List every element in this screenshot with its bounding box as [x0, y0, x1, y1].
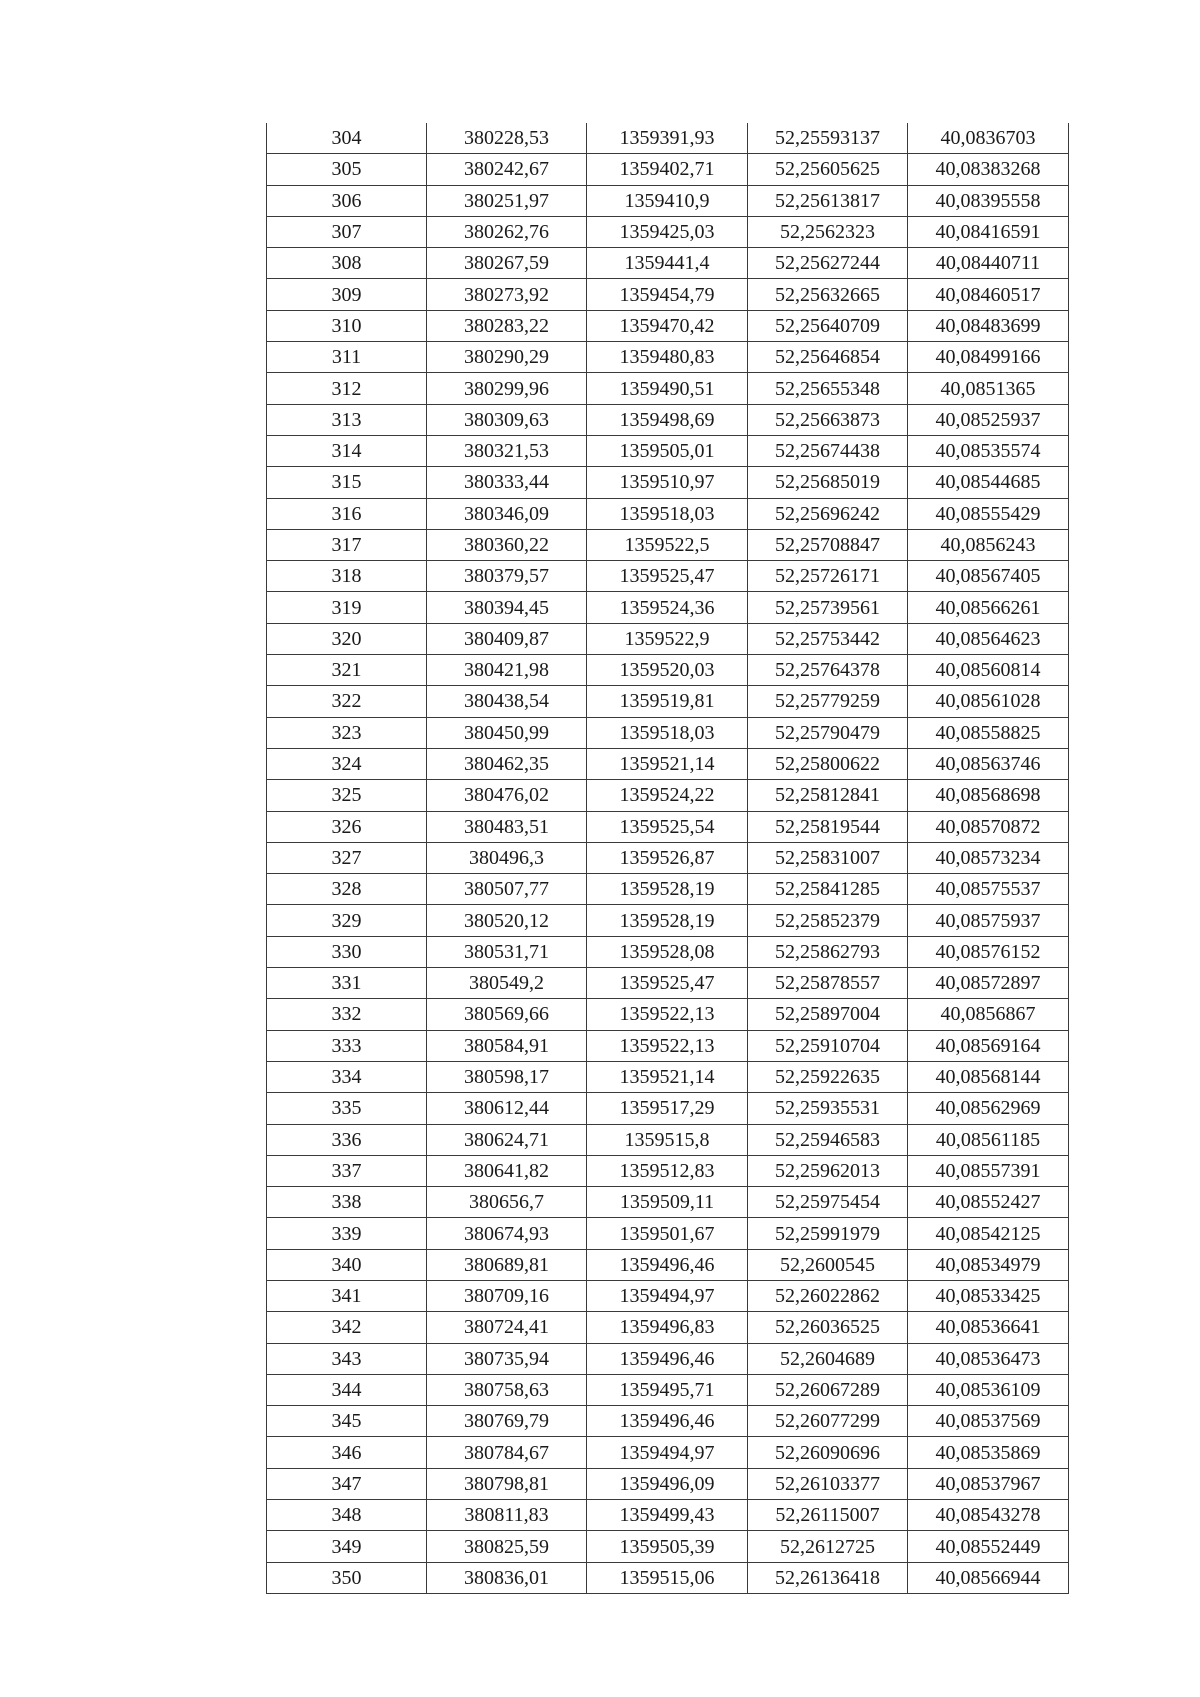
- x-coordinate-cell: 380569,66: [427, 999, 587, 1030]
- latitude-cell: 52,25726171: [748, 561, 908, 592]
- longitude-cell: 40,08533425: [908, 1280, 1069, 1311]
- latitude-cell: 52,25739561: [748, 592, 908, 623]
- latitude-cell: 52,25685019: [748, 467, 908, 498]
- x-coordinate-cell: 380758,63: [427, 1374, 587, 1405]
- x-coordinate-cell: 380612,44: [427, 1093, 587, 1124]
- table-row: [267, 498, 1069, 529]
- y-coordinate-cell: 1359391,93: [587, 123, 748, 154]
- table-row: [267, 655, 1069, 686]
- longitude-cell: 40,08555429: [908, 498, 1069, 529]
- point-number-cell: 322: [267, 686, 427, 717]
- y-coordinate-cell: 1359517,29: [587, 1093, 748, 1124]
- longitude-cell: 40,08558825: [908, 717, 1069, 748]
- point-number-cell: 321: [267, 655, 427, 686]
- point-number-cell: 337: [267, 1155, 427, 1186]
- table-row: [267, 1562, 1069, 1593]
- table-row: [267, 999, 1069, 1030]
- latitude-cell: 52,25674438: [748, 435, 908, 466]
- latitude-cell: 52,25790479: [748, 717, 908, 748]
- latitude-cell: 52,25841285: [748, 874, 908, 905]
- table-row: [267, 623, 1069, 654]
- y-coordinate-cell: 1359425,03: [587, 216, 748, 247]
- longitude-cell: 40,08536109: [908, 1374, 1069, 1405]
- x-coordinate-cell: 380709,16: [427, 1280, 587, 1311]
- latitude-cell: 52,2562323: [748, 216, 908, 247]
- table-row: [267, 1249, 1069, 1280]
- point-number-cell: 334: [267, 1061, 427, 1092]
- x-coordinate-cell: 380333,44: [427, 467, 587, 498]
- table-row: [267, 717, 1069, 748]
- point-number-cell: 308: [267, 248, 427, 279]
- table-row: [267, 1218, 1069, 1249]
- y-coordinate-cell: 1359520,03: [587, 655, 748, 686]
- point-number-cell: 328: [267, 874, 427, 905]
- longitude-cell: 40,08568144: [908, 1061, 1069, 1092]
- coordinates-table-body: [267, 123, 1069, 1593]
- x-coordinate-cell: 380724,41: [427, 1312, 587, 1343]
- longitude-cell: 40,08440711: [908, 248, 1069, 279]
- point-number-cell: 314: [267, 435, 427, 466]
- y-coordinate-cell: 1359519,81: [587, 686, 748, 717]
- latitude-cell: 52,25910704: [748, 1030, 908, 1061]
- longitude-cell: 40,08537569: [908, 1406, 1069, 1437]
- point-number-cell: 331: [267, 968, 427, 999]
- x-coordinate-cell: 380421,98: [427, 655, 587, 686]
- y-coordinate-cell: 1359521,14: [587, 748, 748, 779]
- y-coordinate-cell: 1359498,69: [587, 404, 748, 435]
- table-row: [267, 936, 1069, 967]
- longitude-cell: 40,08542125: [908, 1218, 1069, 1249]
- point-number-cell: 312: [267, 373, 427, 404]
- x-coordinate-cell: 380496,3: [427, 842, 587, 873]
- x-coordinate-cell: 380656,7: [427, 1187, 587, 1218]
- x-coordinate-cell: 380262,76: [427, 216, 587, 247]
- point-number-cell: 307: [267, 216, 427, 247]
- latitude-cell: 52,26036525: [748, 1312, 908, 1343]
- point-number-cell: 319: [267, 592, 427, 623]
- point-number-cell: 323: [267, 717, 427, 748]
- longitude-cell: 40,08568698: [908, 780, 1069, 811]
- point-number-cell: 305: [267, 154, 427, 185]
- latitude-cell: 52,25593137: [748, 123, 908, 154]
- latitude-cell: 52,2604689: [748, 1343, 908, 1374]
- latitude-cell: 52,25975454: [748, 1187, 908, 1218]
- table-row: [267, 1030, 1069, 1061]
- latitude-cell: 52,25655348: [748, 373, 908, 404]
- table-row: [267, 185, 1069, 216]
- y-coordinate-cell: 1359494,97: [587, 1280, 748, 1311]
- table-row: [267, 561, 1069, 592]
- y-coordinate-cell: 1359521,14: [587, 1061, 748, 1092]
- x-coordinate-cell: 380549,2: [427, 968, 587, 999]
- table-row: [267, 154, 1069, 185]
- table-row: [267, 1500, 1069, 1531]
- point-number-cell: 339: [267, 1218, 427, 1249]
- table-row: [267, 279, 1069, 310]
- x-coordinate-cell: 380299,96: [427, 373, 587, 404]
- x-coordinate-cell: 380242,67: [427, 154, 587, 185]
- latitude-cell: 52,25696242: [748, 498, 908, 529]
- point-number-cell: 333: [267, 1030, 427, 1061]
- y-coordinate-cell: 1359499,43: [587, 1500, 748, 1531]
- y-coordinate-cell: 1359528,08: [587, 936, 748, 967]
- x-coordinate-cell: 380394,45: [427, 592, 587, 623]
- x-coordinate-cell: 380836,01: [427, 1562, 587, 1593]
- y-coordinate-cell: 1359524,22: [587, 780, 748, 811]
- longitude-cell: 40,08416591: [908, 216, 1069, 247]
- point-number-cell: 342: [267, 1312, 427, 1343]
- latitude-cell: 52,26077299: [748, 1406, 908, 1437]
- point-number-cell: 316: [267, 498, 427, 529]
- point-number-cell: 332: [267, 999, 427, 1030]
- longitude-cell: 40,08573234: [908, 842, 1069, 873]
- latitude-cell: 52,25764378: [748, 655, 908, 686]
- point-number-cell: 326: [267, 811, 427, 842]
- y-coordinate-cell: 1359525,47: [587, 561, 748, 592]
- table-row: [267, 404, 1069, 435]
- x-coordinate-cell: 380346,09: [427, 498, 587, 529]
- x-coordinate-cell: 380811,83: [427, 1500, 587, 1531]
- x-coordinate-cell: 380798,81: [427, 1468, 587, 1499]
- x-coordinate-cell: 380290,29: [427, 342, 587, 373]
- x-coordinate-cell: 380438,54: [427, 686, 587, 717]
- x-coordinate-cell: 380674,93: [427, 1218, 587, 1249]
- point-number-cell: 350: [267, 1562, 427, 1593]
- longitude-cell: 40,08569164: [908, 1030, 1069, 1061]
- x-coordinate-cell: 380251,97: [427, 185, 587, 216]
- y-coordinate-cell: 1359496,46: [587, 1406, 748, 1437]
- x-coordinate-cell: 380531,71: [427, 936, 587, 967]
- x-coordinate-cell: 380507,77: [427, 874, 587, 905]
- longitude-cell: 40,0856243: [908, 529, 1069, 560]
- point-number-cell: 315: [267, 467, 427, 498]
- point-number-cell: 317: [267, 529, 427, 560]
- latitude-cell: 52,26067289: [748, 1374, 908, 1405]
- y-coordinate-cell: 1359522,13: [587, 1030, 748, 1061]
- x-coordinate-cell: 380624,71: [427, 1124, 587, 1155]
- y-coordinate-cell: 1359501,67: [587, 1218, 748, 1249]
- y-coordinate-cell: 1359515,06: [587, 1562, 748, 1593]
- longitude-cell: 40,08543278: [908, 1500, 1069, 1531]
- y-coordinate-cell: 1359509,11: [587, 1187, 748, 1218]
- table-row: [267, 1155, 1069, 1186]
- longitude-cell: 40,0836703: [908, 123, 1069, 154]
- latitude-cell: 52,25962013: [748, 1155, 908, 1186]
- point-number-cell: 344: [267, 1374, 427, 1405]
- point-number-cell: 313: [267, 404, 427, 435]
- point-number-cell: 348: [267, 1500, 427, 1531]
- table-row: [267, 592, 1069, 623]
- x-coordinate-cell: 380267,59: [427, 248, 587, 279]
- y-coordinate-cell: 1359528,19: [587, 874, 748, 905]
- x-coordinate-cell: 380476,02: [427, 780, 587, 811]
- table-row: [267, 1374, 1069, 1405]
- point-number-cell: 310: [267, 310, 427, 341]
- table-row: [267, 905, 1069, 936]
- latitude-cell: 52,25708847: [748, 529, 908, 560]
- y-coordinate-cell: 1359518,03: [587, 498, 748, 529]
- y-coordinate-cell: 1359454,79: [587, 279, 748, 310]
- longitude-cell: 40,08575537: [908, 874, 1069, 905]
- longitude-cell: 40,08499166: [908, 342, 1069, 373]
- point-number-cell: 349: [267, 1531, 427, 1562]
- longitude-cell: 40,08561185: [908, 1124, 1069, 1155]
- table-row: [267, 1187, 1069, 1218]
- x-coordinate-cell: 380784,67: [427, 1437, 587, 1468]
- latitude-cell: 52,25878557: [748, 968, 908, 999]
- latitude-cell: 52,26090696: [748, 1437, 908, 1468]
- longitude-cell: 40,08567405: [908, 561, 1069, 592]
- x-coordinate-cell: 380283,22: [427, 310, 587, 341]
- longitude-cell: 40,08383268: [908, 154, 1069, 185]
- longitude-cell: 40,08564623: [908, 623, 1069, 654]
- latitude-cell: 52,25627244: [748, 248, 908, 279]
- table-row: [267, 123, 1069, 154]
- longitude-cell: 40,08572897: [908, 968, 1069, 999]
- x-coordinate-cell: 380450,99: [427, 717, 587, 748]
- point-number-cell: 343: [267, 1343, 427, 1374]
- y-coordinate-cell: 1359441,4: [587, 248, 748, 279]
- x-coordinate-cell: 380379,57: [427, 561, 587, 592]
- longitude-cell: 40,08563746: [908, 748, 1069, 779]
- latitude-cell: 52,25935531: [748, 1093, 908, 1124]
- latitude-cell: 52,25640709: [748, 310, 908, 341]
- y-coordinate-cell: 1359510,97: [587, 467, 748, 498]
- longitude-cell: 40,08561028: [908, 686, 1069, 717]
- point-number-cell: 330: [267, 936, 427, 967]
- latitude-cell: 52,25812841: [748, 780, 908, 811]
- y-coordinate-cell: 1359525,47: [587, 968, 748, 999]
- y-coordinate-cell: 1359528,19: [587, 905, 748, 936]
- latitude-cell: 52,25819544: [748, 811, 908, 842]
- x-coordinate-cell: 380483,51: [427, 811, 587, 842]
- point-number-cell: 341: [267, 1280, 427, 1311]
- latitude-cell: 52,25897004: [748, 999, 908, 1030]
- point-number-cell: 336: [267, 1124, 427, 1155]
- point-number-cell: 304: [267, 123, 427, 154]
- point-number-cell: 345: [267, 1406, 427, 1437]
- y-coordinate-cell: 1359518,03: [587, 717, 748, 748]
- latitude-cell: 52,25632665: [748, 279, 908, 310]
- y-coordinate-cell: 1359496,46: [587, 1249, 748, 1280]
- longitude-cell: 40,08395558: [908, 185, 1069, 216]
- latitude-cell: 52,25753442: [748, 623, 908, 654]
- point-number-cell: 320: [267, 623, 427, 654]
- y-coordinate-cell: 1359410,9: [587, 185, 748, 216]
- longitude-cell: 40,08570872: [908, 811, 1069, 842]
- point-number-cell: 324: [267, 748, 427, 779]
- y-coordinate-cell: 1359505,39: [587, 1531, 748, 1562]
- table-row: [267, 1312, 1069, 1343]
- longitude-cell: 40,08535574: [908, 435, 1069, 466]
- y-coordinate-cell: 1359505,01: [587, 435, 748, 466]
- longitude-cell: 40,08576152: [908, 936, 1069, 967]
- point-number-cell: 340: [267, 1249, 427, 1280]
- longitude-cell: 40,08534979: [908, 1249, 1069, 1280]
- point-number-cell: 346: [267, 1437, 427, 1468]
- longitude-cell: 40,08536473: [908, 1343, 1069, 1374]
- table-row: [267, 842, 1069, 873]
- table-row: [267, 874, 1069, 905]
- latitude-cell: 52,26115007: [748, 1500, 908, 1531]
- latitude-cell: 52,25862793: [748, 936, 908, 967]
- longitude-cell: 40,0856867: [908, 999, 1069, 1030]
- longitude-cell: 40,08557391: [908, 1155, 1069, 1186]
- longitude-cell: 40,08460517: [908, 279, 1069, 310]
- longitude-cell: 40,08552449: [908, 1531, 1069, 1562]
- x-coordinate-cell: 380409,87: [427, 623, 587, 654]
- x-coordinate-cell: 380584,91: [427, 1030, 587, 1061]
- point-number-cell: 325: [267, 780, 427, 811]
- x-coordinate-cell: 380273,92: [427, 279, 587, 310]
- longitude-cell: 40,08536641: [908, 1312, 1069, 1343]
- table-row: [267, 529, 1069, 560]
- longitude-cell: 40,08535869: [908, 1437, 1069, 1468]
- y-coordinate-cell: 1359495,71: [587, 1374, 748, 1405]
- x-coordinate-cell: 380641,82: [427, 1155, 587, 1186]
- latitude-cell: 52,25613817: [748, 185, 908, 216]
- y-coordinate-cell: 1359480,83: [587, 342, 748, 373]
- table-row: [267, 467, 1069, 498]
- x-coordinate-cell: 380689,81: [427, 1249, 587, 1280]
- x-coordinate-cell: 380462,35: [427, 748, 587, 779]
- longitude-cell: 40,08544685: [908, 467, 1069, 498]
- latitude-cell: 52,2612725: [748, 1531, 908, 1562]
- table-row: [267, 373, 1069, 404]
- point-number-cell: 329: [267, 905, 427, 936]
- longitude-cell: 40,08562969: [908, 1093, 1069, 1124]
- point-number-cell: 327: [267, 842, 427, 873]
- table-row: [267, 1280, 1069, 1311]
- x-coordinate-cell: 380598,17: [427, 1061, 587, 1092]
- table-row: [267, 1061, 1069, 1092]
- y-coordinate-cell: 1359470,42: [587, 310, 748, 341]
- x-coordinate-cell: 380228,53: [427, 123, 587, 154]
- y-coordinate-cell: 1359526,87: [587, 842, 748, 873]
- coordinates-table: [266, 123, 1069, 1594]
- longitude-cell: 40,08575937: [908, 905, 1069, 936]
- latitude-cell: 52,2600545: [748, 1249, 908, 1280]
- table-row: [267, 1531, 1069, 1562]
- longitude-cell: 40,08566944: [908, 1562, 1069, 1593]
- x-coordinate-cell: 380309,63: [427, 404, 587, 435]
- y-coordinate-cell: 1359490,51: [587, 373, 748, 404]
- table-row: [267, 1093, 1069, 1124]
- latitude-cell: 52,25605625: [748, 154, 908, 185]
- x-coordinate-cell: 380825,59: [427, 1531, 587, 1562]
- x-coordinate-cell: 380321,53: [427, 435, 587, 466]
- y-coordinate-cell: 1359494,97: [587, 1437, 748, 1468]
- x-coordinate-cell: 380735,94: [427, 1343, 587, 1374]
- latitude-cell: 52,26103377: [748, 1468, 908, 1499]
- longitude-cell: 40,08566261: [908, 592, 1069, 623]
- latitude-cell: 52,25779259: [748, 686, 908, 717]
- point-number-cell: 347: [267, 1468, 427, 1499]
- y-coordinate-cell: 1359524,36: [587, 592, 748, 623]
- table-row: [267, 435, 1069, 466]
- table-row: [267, 1406, 1069, 1437]
- x-coordinate-cell: 380520,12: [427, 905, 587, 936]
- point-number-cell: 335: [267, 1093, 427, 1124]
- latitude-cell: 52,25946583: [748, 1124, 908, 1155]
- longitude-cell: 40,08552427: [908, 1187, 1069, 1218]
- latitude-cell: 52,25831007: [748, 842, 908, 873]
- y-coordinate-cell: 1359522,5: [587, 529, 748, 560]
- longitude-cell: 40,08483699: [908, 310, 1069, 341]
- table-row: [267, 1468, 1069, 1499]
- table-row: [267, 1124, 1069, 1155]
- latitude-cell: 52,25800622: [748, 748, 908, 779]
- table-row: [267, 748, 1069, 779]
- table-row: [267, 310, 1069, 341]
- y-coordinate-cell: 1359515,8: [587, 1124, 748, 1155]
- longitude-cell: 40,08560814: [908, 655, 1069, 686]
- latitude-cell: 52,25663873: [748, 404, 908, 435]
- y-coordinate-cell: 1359402,71: [587, 154, 748, 185]
- table-row: [267, 780, 1069, 811]
- y-coordinate-cell: 1359522,13: [587, 999, 748, 1030]
- longitude-cell: 40,0851365: [908, 373, 1069, 404]
- longitude-cell: 40,08525937: [908, 404, 1069, 435]
- y-coordinate-cell: 1359522,9: [587, 623, 748, 654]
- latitude-cell: 52,25991979: [748, 1218, 908, 1249]
- longitude-cell: 40,08537967: [908, 1468, 1069, 1499]
- point-number-cell: 311: [267, 342, 427, 373]
- y-coordinate-cell: 1359525,54: [587, 811, 748, 842]
- latitude-cell: 52,25646854: [748, 342, 908, 373]
- table-row: [267, 968, 1069, 999]
- latitude-cell: 52,26022862: [748, 1280, 908, 1311]
- point-number-cell: 338: [267, 1187, 427, 1218]
- table-row: [267, 216, 1069, 247]
- latitude-cell: 52,25922635: [748, 1061, 908, 1092]
- x-coordinate-cell: 380360,22: [427, 529, 587, 560]
- table-row: [267, 248, 1069, 279]
- point-number-cell: 306: [267, 185, 427, 216]
- table-row: [267, 1437, 1069, 1468]
- y-coordinate-cell: 1359496,09: [587, 1468, 748, 1499]
- latitude-cell: 52,25852379: [748, 905, 908, 936]
- table-row: [267, 686, 1069, 717]
- table-row: [267, 342, 1069, 373]
- point-number-cell: 318: [267, 561, 427, 592]
- table-row: [267, 1343, 1069, 1374]
- y-coordinate-cell: 1359496,83: [587, 1312, 748, 1343]
- x-coordinate-cell: 380769,79: [427, 1406, 587, 1437]
- latitude-cell: 52,26136418: [748, 1562, 908, 1593]
- y-coordinate-cell: 1359512,83: [587, 1155, 748, 1186]
- table-row: [267, 811, 1069, 842]
- point-number-cell: 309: [267, 279, 427, 310]
- y-coordinate-cell: 1359496,46: [587, 1343, 748, 1374]
